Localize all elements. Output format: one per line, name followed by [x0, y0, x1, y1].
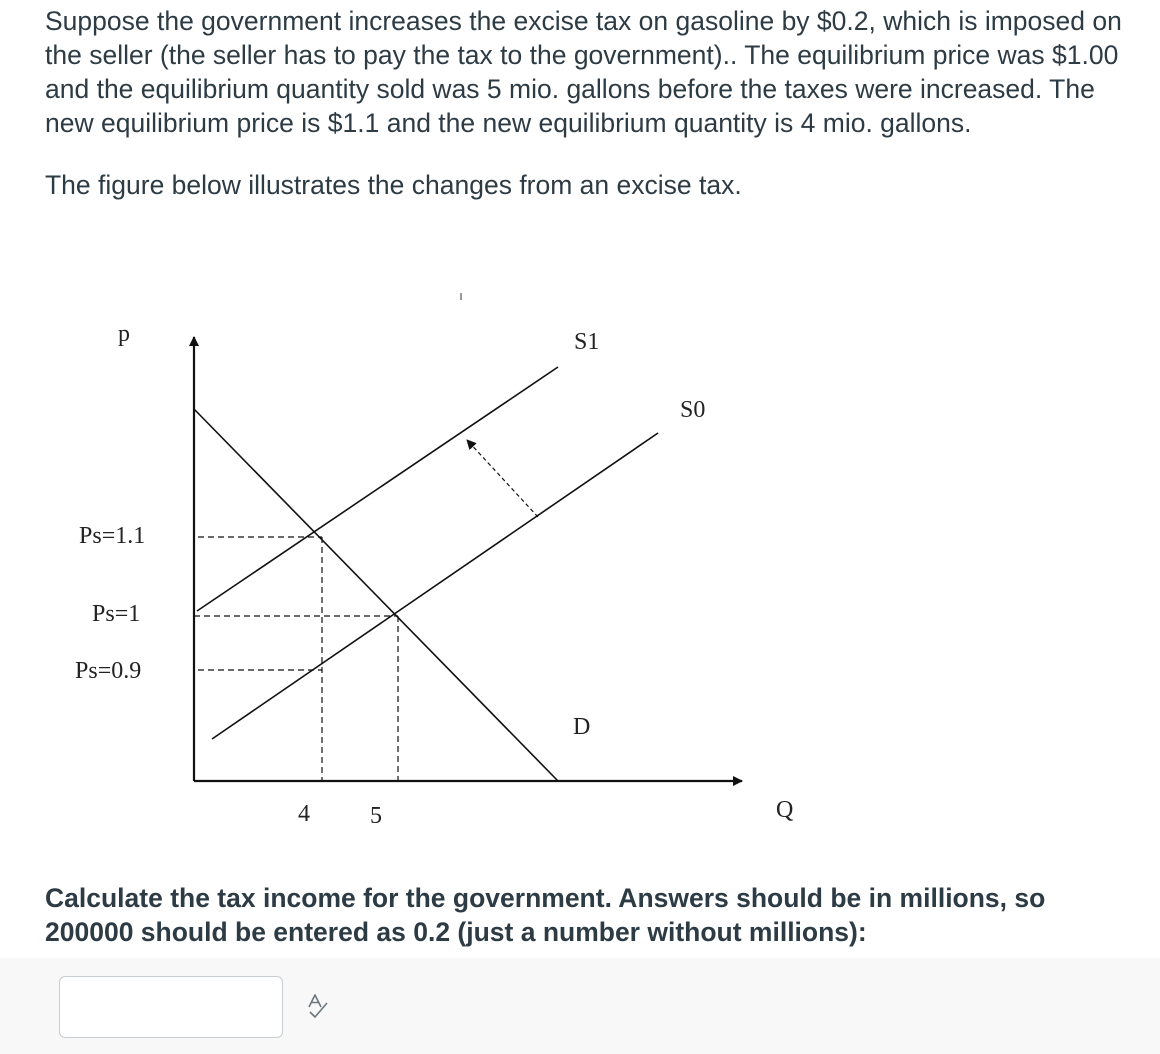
price-label-low: Ps=0.9: [75, 658, 142, 684]
price-label-mid: Ps=1: [92, 601, 141, 627]
supply-s1-label: S1: [574, 329, 600, 355]
qty-label-4: 4: [298, 801, 310, 827]
question-paragraph-1: Suppose the government increases the excise tax on gasoline by $0.2, which is imposed on the seller (the seller has to pay the tax to the government).. The equilibrium price was $1.00 and the equilibrium quantity sold was 5 mio. gallons before the taxes were increased. The new equilibrium price is $1.1 and the new equilibrium quantity is 4 mio. gallons.: [45, 6, 1122, 138]
supply-curve-s0: [212, 433, 658, 739]
supply-shift-arrow: [467, 440, 538, 517]
supply-curve-s1: [197, 367, 558, 611]
qty-label-5: 5: [370, 803, 382, 829]
tax-diagram: [60, 285, 820, 845]
question-text: [45, 4, 1135, 202]
supply-s0-label: S0: [680, 397, 706, 423]
question-paragraph-2: The figure below illustrates the changes from an excise tax.: [45, 170, 742, 200]
demand-curve: [194, 409, 558, 781]
spellcheck-icon[interactable]: [306, 993, 330, 1019]
demand-label: D: [573, 714, 591, 740]
answer-input[interactable]: [59, 976, 283, 1038]
price-label-high: Ps=1.1: [79, 523, 146, 549]
axis-p-label: p: [118, 321, 130, 347]
question-prompt: Calculate the tax income for the government. Answers should be in millions, so 200000 should be entered as 0.2 (just a number without millions):: [45, 883, 1046, 947]
tax-figure: [60, 285, 820, 845]
axis-q-label: Q: [776, 797, 794, 823]
